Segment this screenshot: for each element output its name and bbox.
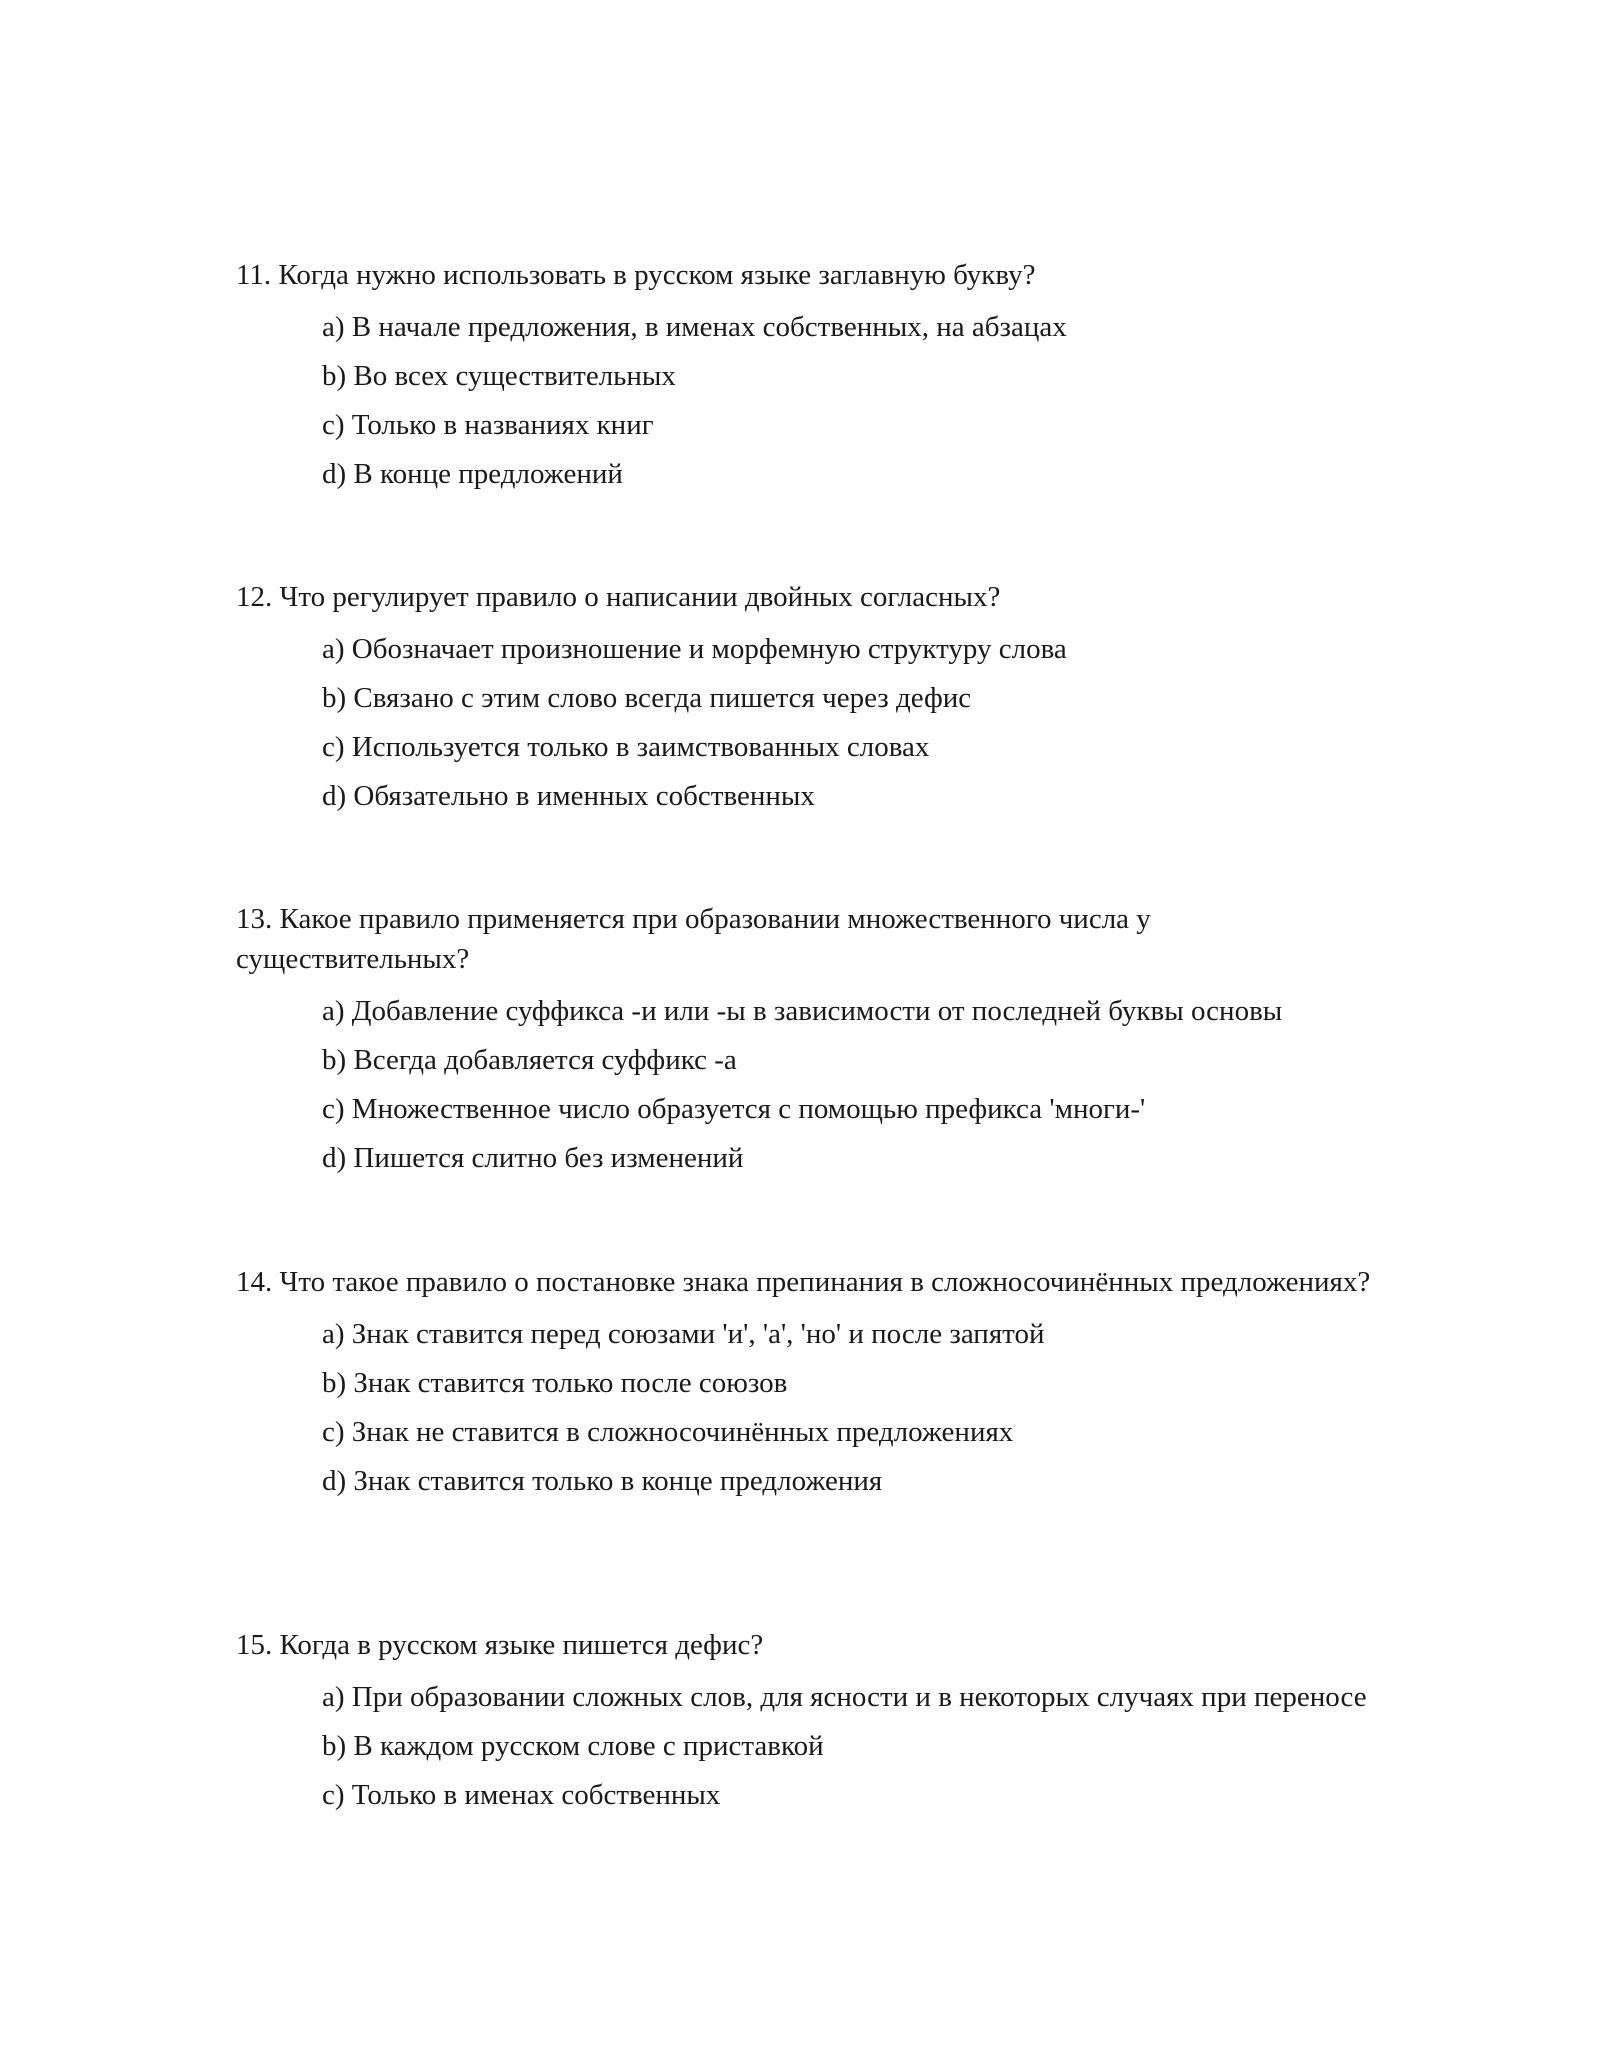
question-13 (236, 899, 1386, 1187)
option-a: a) При образовании сложных слов, для ясности и в некоторых случаях при переносе (322, 1681, 1367, 1713)
option-d: d) Пишется слитно без изменений (322, 1142, 744, 1174)
question-text: 15. Когда в русском языке пишется дефис? (236, 1629, 764, 1661)
answer-options (236, 629, 1386, 816)
question-text: 13. Какое правило применяется при образовании множественного числа у существительных? (236, 903, 1151, 975)
question-text: 12. Что регулирует правило о написании двойных согласных? (236, 581, 1001, 613)
answer-options (236, 991, 1386, 1178)
option-c: c) Знак не ставится в сложносочинённых предложениях (322, 1416, 1014, 1448)
answer-options (236, 1677, 1386, 1815)
question-15 (236, 1625, 1386, 1824)
answer-options (236, 1314, 1386, 1501)
option-c: c) Множественное число образуется с помощью префикса 'многи-' (322, 1093, 1146, 1125)
option-c: c) Используется только в заимствованных словах (322, 731, 930, 763)
option-d: d) Обязательно в именных собственных (322, 780, 815, 812)
option-b: b) Знак ставится только после союзов (322, 1367, 788, 1399)
question-text: 11. Когда нужно использовать в русском языке заглавную букву? (236, 259, 1036, 291)
option-c: c) Только в названиях книг (322, 409, 654, 441)
option-a: a) Знак ставится перед союзами 'и', 'а', 'но' и после запятой (322, 1318, 1045, 1350)
option-b: b) Всегда добавляется суффикс -а (322, 1044, 737, 1076)
option-b: b) Связано с этим слово всегда пишется через дефис (322, 682, 972, 714)
option-c: c) Только в именах собственных (322, 1779, 721, 1811)
question-text: 14. Что такое правило о постановке знака препинания в сложносочинённых предложениях? (236, 1266, 1371, 1298)
option-a: a) В начале предложения, в именах собственных, на абзацах (322, 311, 1067, 343)
question-11 (236, 255, 1386, 503)
option-b: b) В каждом русском слове с приставкой (322, 1730, 824, 1762)
option-d: d) Знак ставится только в конце предложения (322, 1465, 883, 1497)
question-14 (236, 1262, 1386, 1510)
option-a: a) Добавление суффикса -и или -ы в зависимости от последней буквы основы (322, 995, 1283, 1027)
question-12 (236, 577, 1386, 825)
option-a: a) Обозначает произношение и морфемную структуру слова (322, 633, 1067, 665)
answer-options (236, 307, 1386, 494)
option-d: d) В конце предложений (322, 458, 623, 490)
option-b: b) Во всех существительных (322, 360, 676, 392)
